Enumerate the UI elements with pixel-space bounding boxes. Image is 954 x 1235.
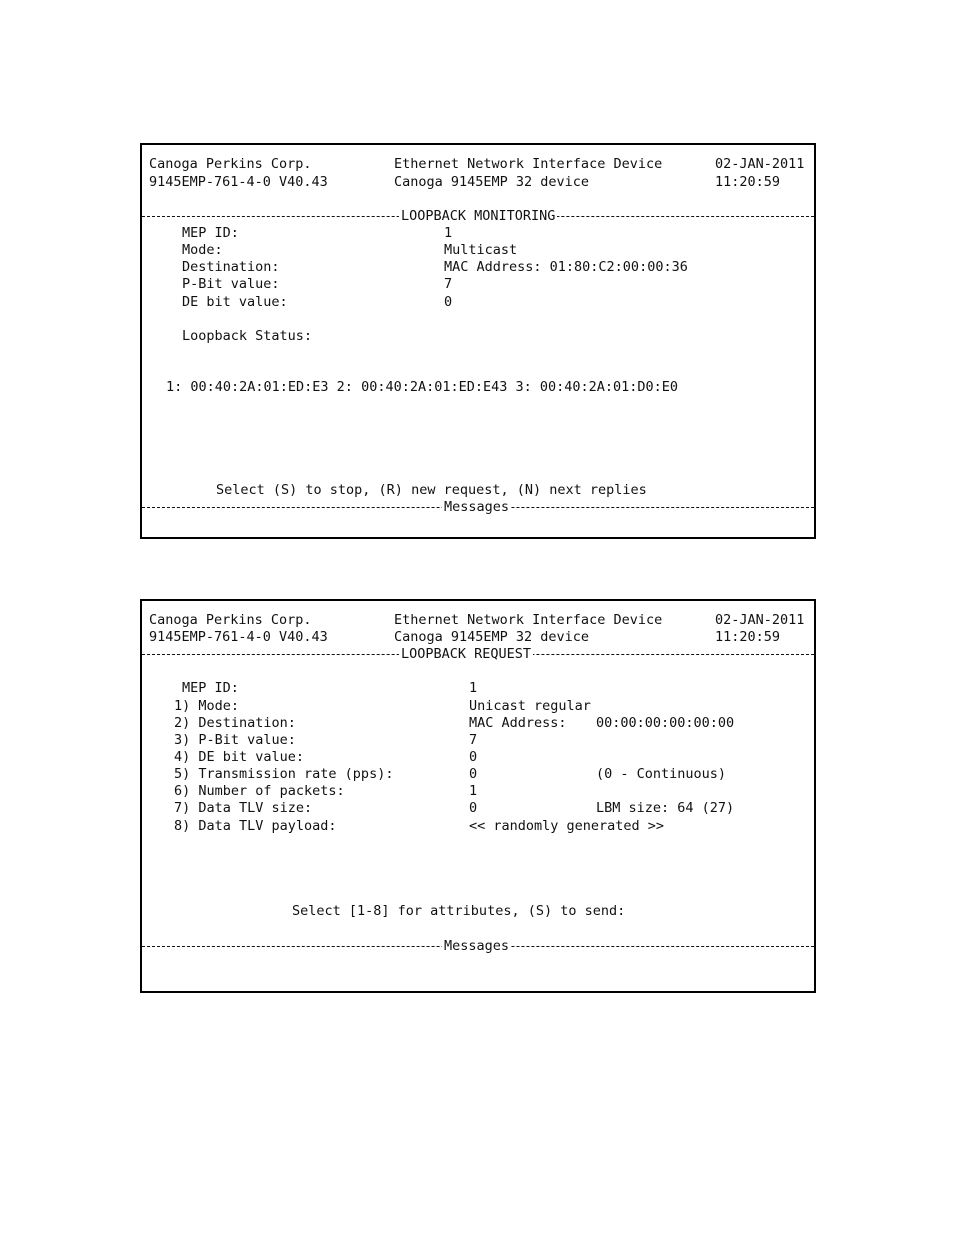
field-label: P-Bit value: <box>182 276 280 292</box>
mep-id-label: MEP ID: <box>182 680 239 696</box>
section-title: LOOPBACK REQUEST <box>401 646 532 662</box>
lbm-size-note: LBM size: 64 (27) <box>596 800 735 816</box>
field-value: Multicast <box>444 242 518 258</box>
field-value: 7 <box>444 276 453 292</box>
loopback-request-screen <box>140 599 816 993</box>
de-bit-value: 0 <box>469 749 478 765</box>
field-label: DE bit value: <box>182 294 288 310</box>
loopback-replies: 1: 00:40:2A:01:ED:E3 2: 00:40:2A:01:ED:E43 3: 00:40:2A:01:D0:E0 <box>166 379 679 395</box>
time-display: 11:20:59 <box>715 629 781 645</box>
destination-mac: 00:00:00:00:00:00 <box>596 715 735 731</box>
transmission-rate-value: 0 <box>469 766 478 782</box>
destination-value: MAC Address: <box>469 715 567 731</box>
menu-item-transmission-rate[interactable]: 5) Transmission rate (pps): <box>174 766 394 782</box>
company-name: Canoga Perkins Corp. <box>149 156 312 172</box>
section-title-rule <box>142 208 814 225</box>
menu-item-de-bit[interactable]: 4) DE bit value: <box>174 749 305 765</box>
p-bit-value: 7 <box>469 732 478 748</box>
messages-label: Messages <box>444 499 510 515</box>
device-title: Ethernet Network Interface Device <box>394 612 663 628</box>
menu-item-destination[interactable]: 2) Destination: <box>174 715 296 731</box>
firmware-version: 9145EMP-761-4-0 V40.43 <box>149 629 328 645</box>
date-display: 02-JAN-2011 <box>715 612 805 628</box>
messages-rule <box>142 938 814 955</box>
section-title: LOOPBACK MONITORING <box>401 208 556 224</box>
device-title: Ethernet Network Interface Device <box>394 156 663 172</box>
device-model: Canoga 9145EMP 32 device <box>394 174 590 190</box>
field-value: 1 <box>444 225 453 241</box>
mep-id-value: 1 <box>469 680 478 696</box>
firmware-version: 9145EMP-761-4-0 V40.43 <box>149 174 328 190</box>
mode-value: Unicast regular <box>469 698 591 714</box>
transmission-rate-note: (0 - Continuous) <box>596 766 727 782</box>
device-model: Canoga 9145EMP 32 device <box>394 629 590 645</box>
messages-label: Messages <box>444 938 510 954</box>
field-label: Mode: <box>182 242 223 258</box>
loopback-monitoring-screen <box>140 143 816 539</box>
messages-rule <box>142 499 814 516</box>
data-tlv-size-value: 0 <box>469 800 478 816</box>
menu-item-mode[interactable]: 1) Mode: <box>174 698 240 714</box>
command-prompt: Select [1-8] for attributes, (S) to send: <box>292 903 626 919</box>
number-of-packets-value: 1 <box>469 783 478 799</box>
loopback-status-label: Loopback Status: <box>182 328 313 344</box>
menu-item-number-of-packets[interactable]: 6) Number of packets: <box>174 783 345 799</box>
field-label: Destination: <box>182 259 280 275</box>
company-name: Canoga Perkins Corp. <box>149 612 312 628</box>
command-prompt: Select (S) to stop, (R) new request, (N) next replies <box>216 482 647 498</box>
field-label: MEP ID: <box>182 225 239 241</box>
data-tlv-payload-value: << randomly generated >> <box>469 818 665 834</box>
menu-item-data-tlv-payload[interactable]: 8) Data TLV payload: <box>174 818 337 834</box>
date-display: 02-JAN-2011 <box>715 156 805 172</box>
field-value: 0 <box>444 294 453 310</box>
menu-item-p-bit[interactable]: 3) P-Bit value: <box>174 732 296 748</box>
section-title-rule <box>142 646 814 663</box>
field-value: MAC Address: 01:80:C2:00:00:36 <box>444 259 688 275</box>
time-display: 11:20:59 <box>715 174 781 190</box>
menu-item-data-tlv-size[interactable]: 7) Data TLV size: <box>174 800 313 816</box>
